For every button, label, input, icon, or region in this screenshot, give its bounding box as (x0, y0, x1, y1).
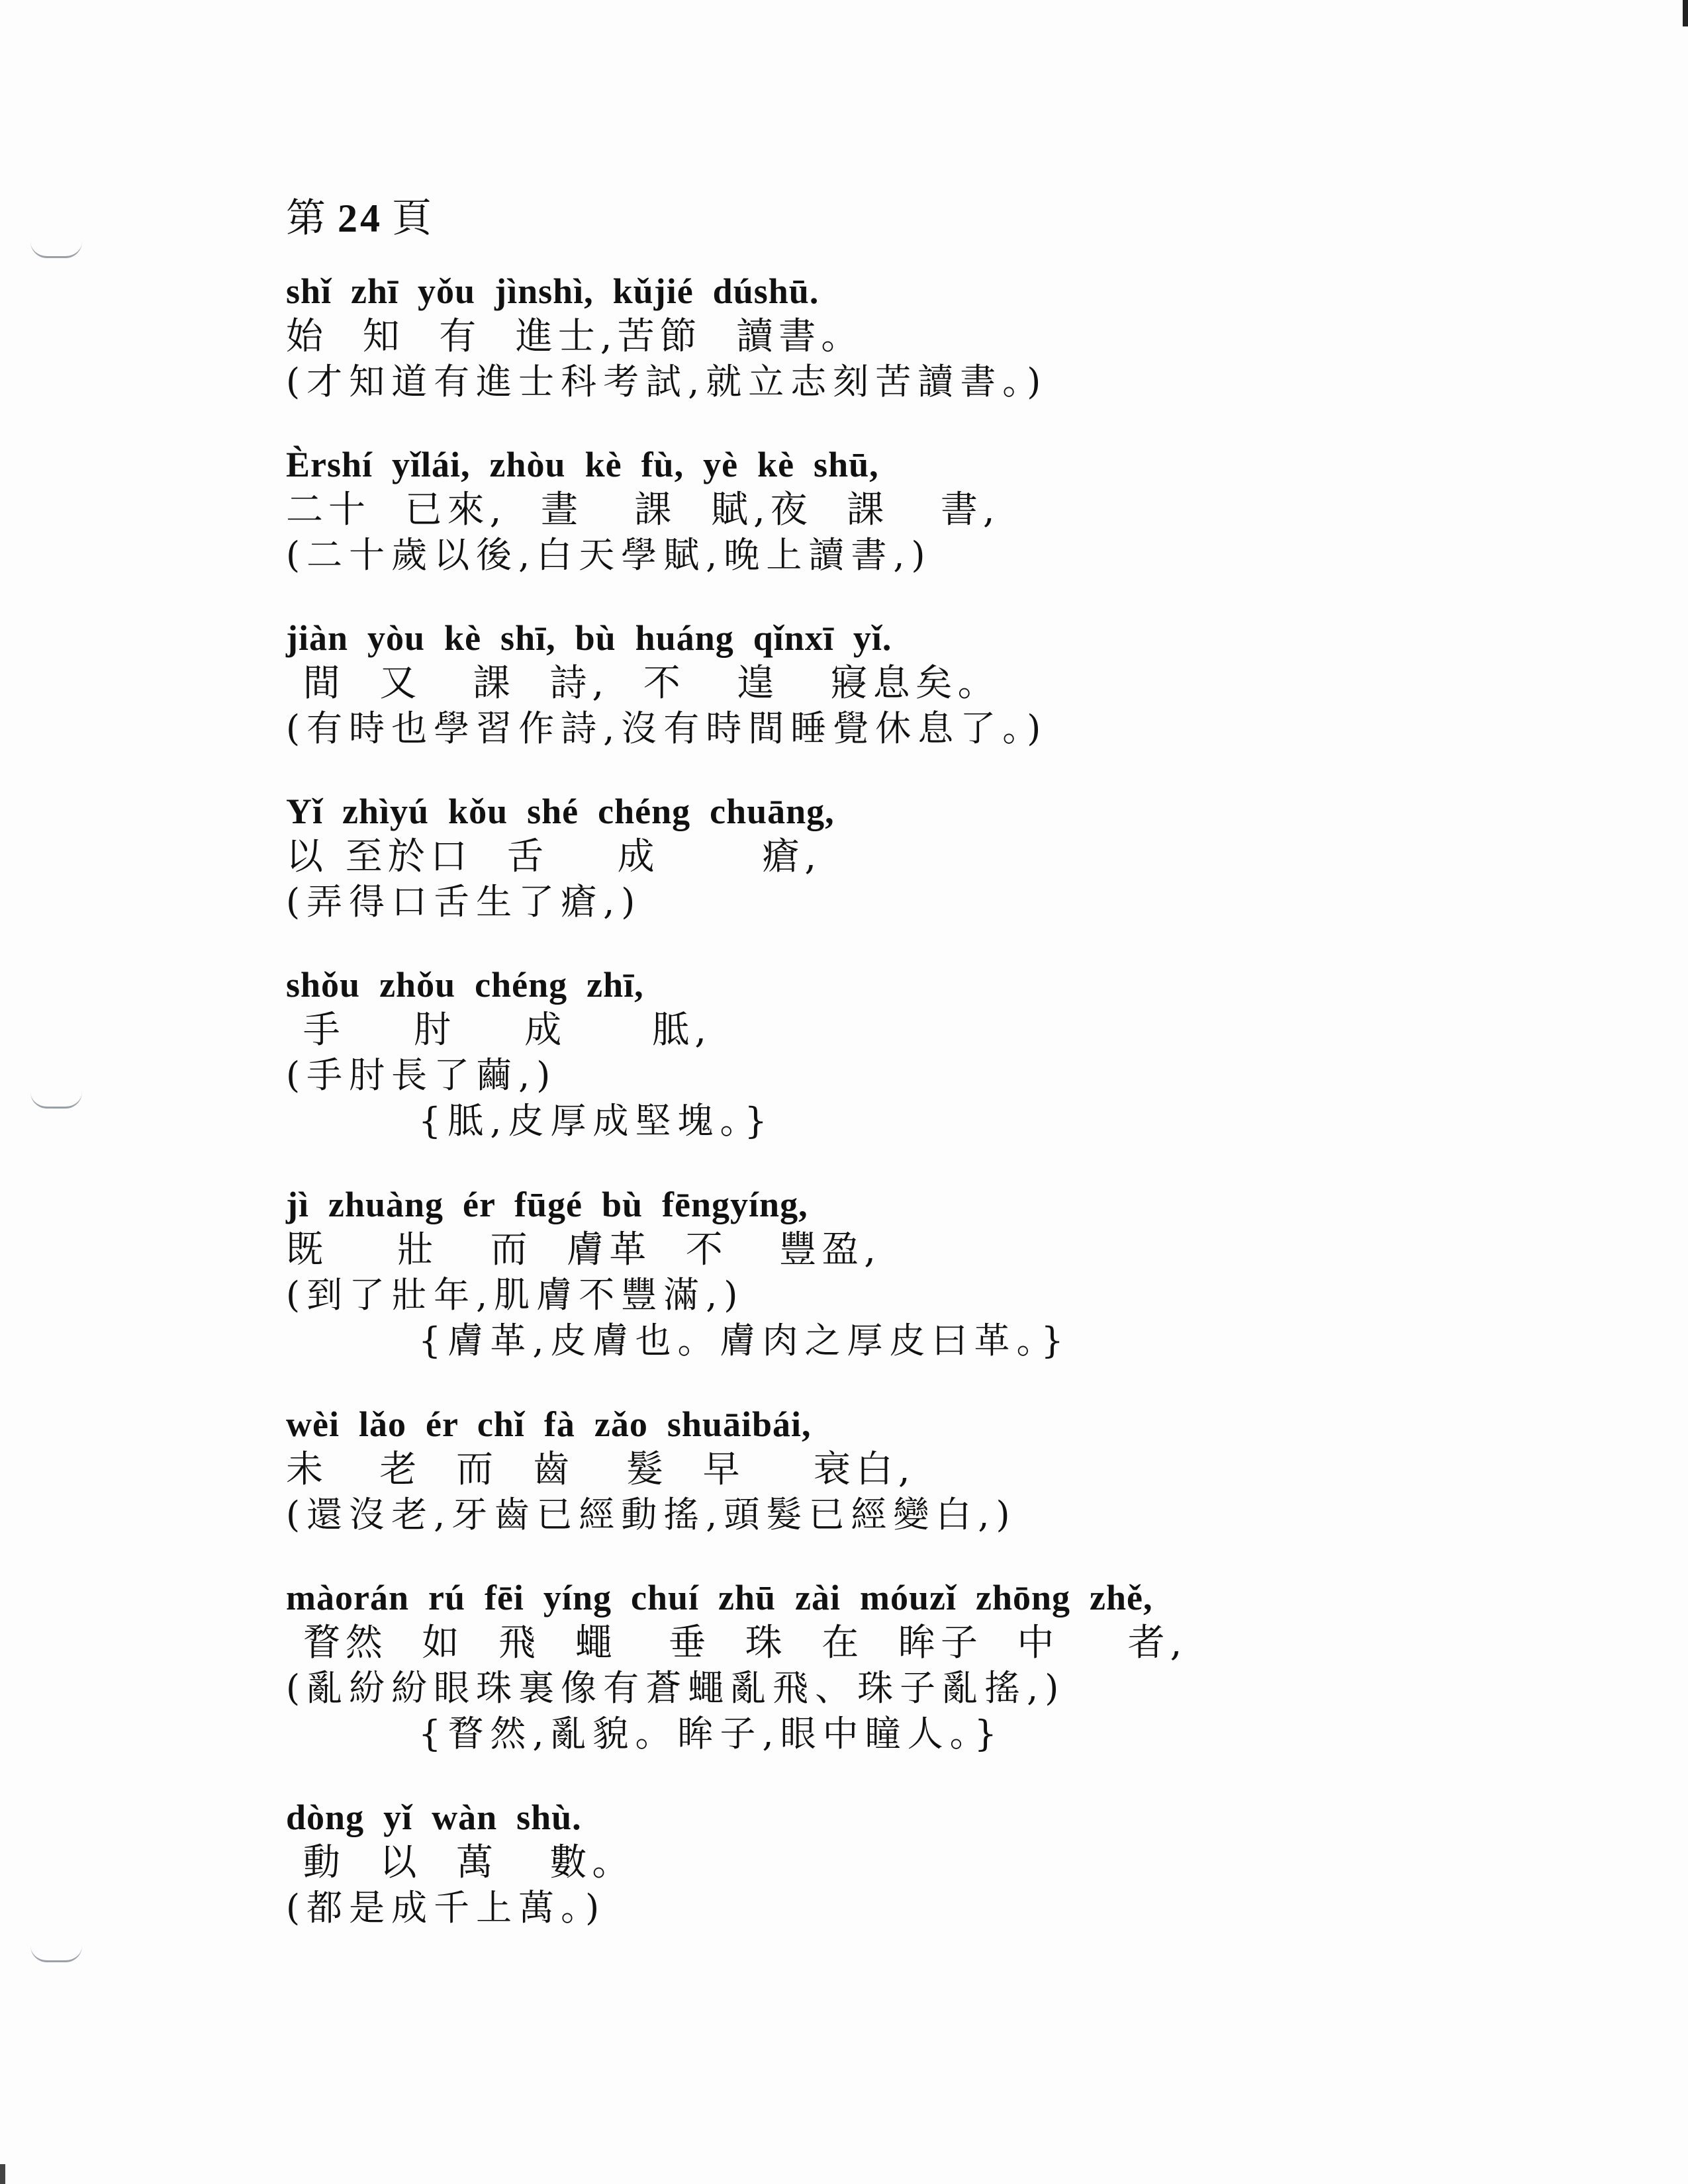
chinese-line: 以 至於口 舌 成 瘡, (286, 835, 822, 878)
translation-line: (手肘長了繭,) (286, 1054, 557, 1096)
page-prefix: 第 (286, 195, 328, 242)
punch-hole-top (30, 242, 82, 258)
chinese-line: 二十 已來, 晝 課 賦,夜 課 書, (286, 488, 1000, 531)
translation-line: (二十歲以後,白天學賦,晚上讀書,) (286, 534, 932, 576)
translation-line: (弄得口舌生了瘡,) (286, 881, 642, 923)
translation-line: (到了壯年,肌膚不豐滿,) (286, 1274, 745, 1316)
scan-edge-mark-bottom (0, 2164, 5, 2184)
stanza-9 (286, 1794, 1544, 1931)
page-number: 24 (338, 197, 383, 240)
stanza-4 (286, 788, 1544, 925)
stanza-3 (286, 615, 1544, 751)
pinyin-line: Èrshí yǐlái, zhòu kè fù, yè kè shū, (286, 445, 879, 484)
pinyin-line: wèi lǎo ér chǐ fà zǎo shuāibái, (286, 1404, 812, 1444)
chinese-line: 瞀然 如 飛 蠅 垂 珠 在 眸子 中 者, (286, 1621, 1188, 1664)
translation-line: (才知道有進士科考試,就立志刻苦讀書。) (286, 361, 1048, 402)
stanza-5 (286, 962, 1544, 1144)
translation-line: (亂紛紛眼珠裏像有蒼蠅亂飛、珠子亂搖,) (286, 1667, 1066, 1709)
annotation-line: {胝,皮厚成堅塊。} (418, 1100, 774, 1142)
text-body (286, 268, 1544, 1968)
stanza-7 (286, 1401, 1544, 1537)
chinese-line: 手 肘 成 胝, (286, 1009, 712, 1052)
pinyin-line: dòng yǐ wàn shù. (286, 1797, 582, 1837)
translation-line: (有時也學習作詩,沒有時間睡覺休息了。) (286, 707, 1048, 749)
chinese-line: 未 老 而 齒 髮 早 衰白, (286, 1448, 915, 1491)
translation-line: (都是成千上萬。) (286, 1887, 606, 1929)
page-suffix: 頁 (392, 195, 434, 242)
translation-line: (還沒老,牙齒已經動搖,頭髮已經變白,) (286, 1494, 1017, 1535)
chinese-line: 動 以 萬 數。 (286, 1841, 635, 1884)
stanza-6 (286, 1181, 1544, 1364)
chinese-line: 既 壯 而 膚革 不 豐盈, (286, 1228, 882, 1271)
stanza-8 (286, 1574, 1544, 1757)
scan-edge-mark (1683, 0, 1688, 26)
pinyin-line: shǐ zhī yǒu jìnshì, kǔjié dúshū. (286, 271, 820, 311)
pinyin-line: màorán rú fēi yíng chuí zhū zài móuzǐ zhōng zhě, (286, 1578, 1153, 1617)
page-number-header (286, 187, 434, 244)
annotation-line: {膚革,皮膚也。膚肉之厚皮曰革。} (418, 1320, 1070, 1361)
annotation-line: {瞀然,亂貌。眸子,眼中瞳人。} (418, 1713, 1004, 1754)
punch-hole-bottom (30, 1946, 82, 1962)
chinese-line: 始 知 有 進士,苦節 讀書。 (286, 315, 864, 358)
pinyin-line: shǒu zhǒu chéng zhī, (286, 965, 644, 1005)
punch-hole-middle (30, 1092, 82, 1109)
pinyin-line: jì zhuàng ér fūgé bù fēngyíng, (286, 1185, 808, 1224)
stanza-2 (286, 441, 1544, 578)
pinyin-line: jiàn yòu kè shī, bù huáng qǐnxī yǐ. (286, 618, 892, 658)
pinyin-line: Yǐ zhìyú kǒu shé chéng chuāng, (286, 792, 835, 831)
stanza-1 (286, 268, 1544, 404)
chinese-line: 間 又 課 詩, 不 遑 寢息矣。 (286, 662, 1000, 705)
